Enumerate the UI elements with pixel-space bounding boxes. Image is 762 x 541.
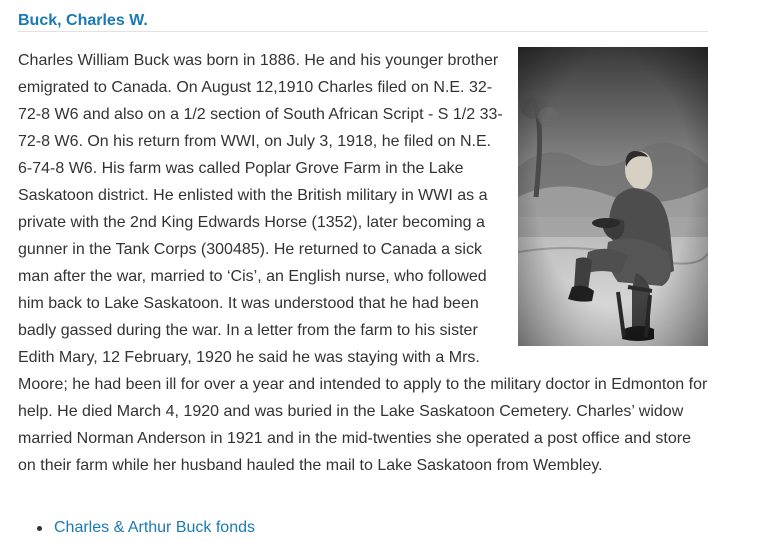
entry-biography: Charles William Buck was born in 1886. He and his younger brother emigrated to Canada. On August 12,1910 Charles filed on N.E. 32-72-8 W6 and also on a 1/2 section of South African Script - S 1/2 33-72-8 W6. On his return from WWI, on July 3, 1918, he filed on N.E. 6-74-8 W6. His farm was called Poplar Grove Farm in the Lake Saskatoon district. He enlisted with the British military in WWI as a private with the 2nd King Edwards Horse (1352), later becoming a gunner in the Tank Corps (300485). He returned to Canada a sick man after the war, married to ‘Cis’, an English nurse, who followed him back to Lake Saskatoon. It was understood that he had been badly gassed during the war. In a letter from the farm to his sister Edith Mary, 12 February, 1920 he said he was staying with a Mrs. Moore; he had been ill for over a year and intended to apply to the military doctor in Edmonton for help. He died March 4, 1920 and was buried in the Lake Saskatoon Cemetery. Charles’ widow married Norman Anderson in 1921 and in the mid-twenties she operated a post office and store on their farm while her husband hauled the mail to Lake Saskatoon from Wembley. bbox=[18, 52, 708, 474]
entry-title: Buck, Charles W. bbox=[18, 12, 148, 29]
title-divider bbox=[18, 31, 708, 32]
list-item bbox=[18, 517, 255, 539]
portrait-photo-illustration bbox=[518, 47, 708, 346]
related-links-list bbox=[18, 517, 255, 539]
fonds-link[interactable]: Charles & Arthur Buck fonds bbox=[54, 519, 255, 536]
portrait-photo bbox=[518, 47, 708, 346]
entry-content bbox=[18, 47, 708, 479]
